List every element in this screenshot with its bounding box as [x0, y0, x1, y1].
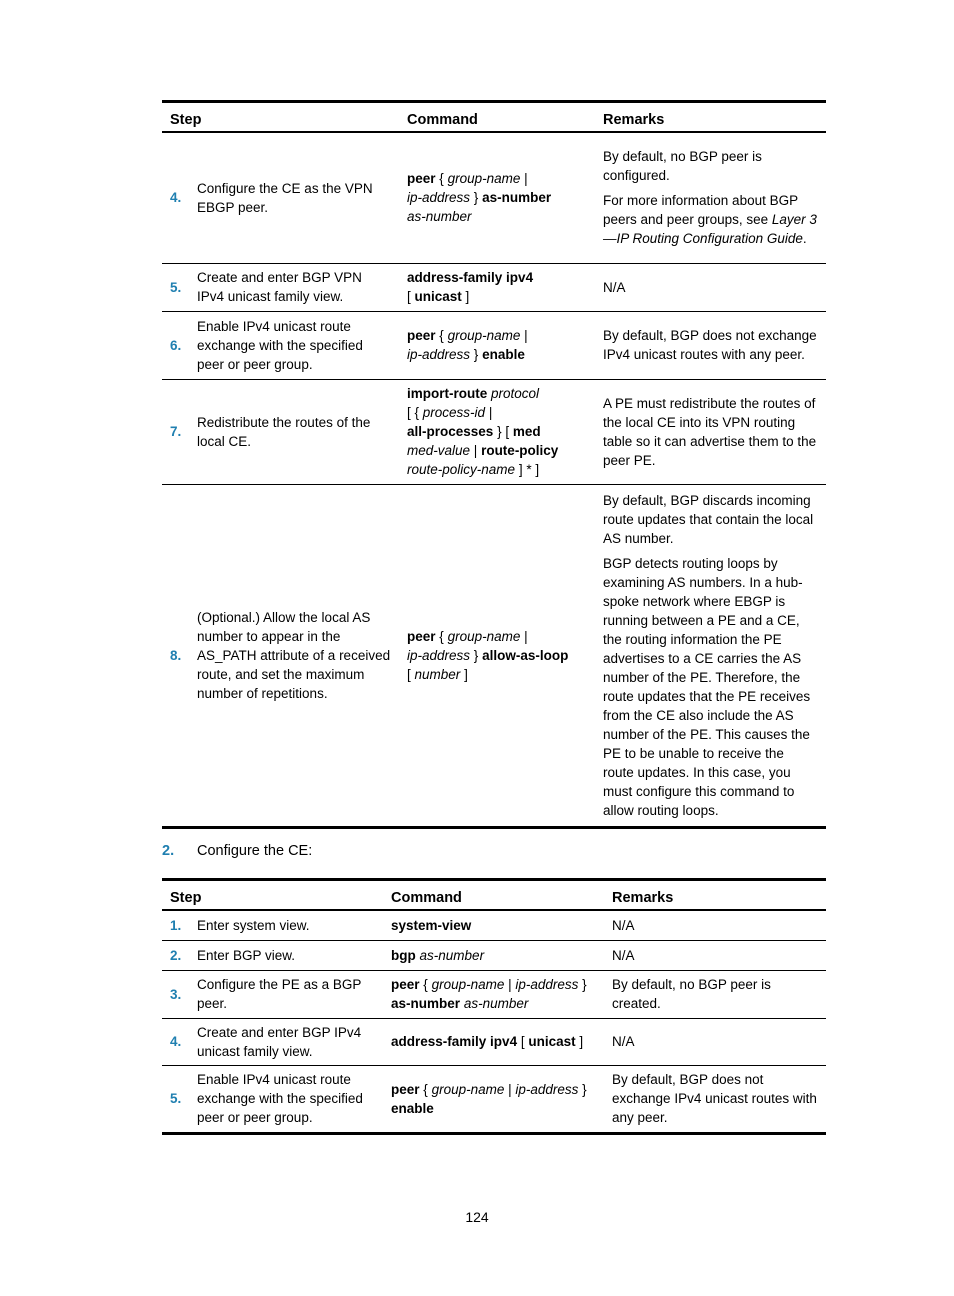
- step-number: 1.: [162, 910, 195, 940]
- cmd-punct: {: [435, 328, 448, 343]
- bgp-ce-config-table: [162, 878, 826, 1135]
- cmd-keyword: peer: [407, 628, 436, 644]
- cmd-punct: }: [470, 347, 483, 362]
- subheading-text: Configure the CE:: [197, 843, 313, 859]
- cmd-punct: |: [470, 443, 482, 458]
- command-cell: [399, 132, 595, 263]
- cmd-punct: }: [470, 190, 483, 206]
- cmd-arg: group-name: [447, 628, 521, 644]
- table-row: [162, 910, 826, 940]
- command-cell: [383, 970, 604, 1018]
- remark-text: By default, no BGP peer is configured.: [603, 149, 762, 184]
- cmd-keyword: system-view: [391, 917, 472, 933]
- cmd-keyword: import-route: [407, 386, 488, 401]
- cmd-punct: ]: [460, 666, 468, 682]
- remark-part: .: [802, 231, 807, 247]
- remark-text: [603, 191, 818, 248]
- cmd-punct: {: [435, 628, 448, 644]
- cmd-keyword: as-number: [482, 190, 552, 206]
- cmd-keyword: all-processes: [407, 424, 494, 439]
- table-row: [162, 1018, 826, 1065]
- cmd-punct: {: [435, 171, 448, 187]
- step-number: 8.: [162, 484, 195, 827]
- step-text: Enable IPv4 unicast route exchange with the specified peer or peer group.: [195, 311, 399, 379]
- cmd-punct: ] * ]: [515, 462, 540, 477]
- remark-text: By default, BGP discards incoming route updates that contain the local AS number.: [603, 492, 814, 546]
- command-cell: [383, 1018, 604, 1065]
- table-row: [162, 132, 826, 263]
- cmd-keyword: bgp: [391, 947, 416, 963]
- subheading-number: 2.: [162, 843, 175, 859]
- step-text: Redistribute the routes of the local CE.: [195, 379, 399, 484]
- command-cell: [399, 311, 595, 379]
- cmd-keyword: unicast: [528, 1034, 576, 1049]
- table-row: [162, 940, 826, 970]
- cmd-punct: ]: [461, 289, 470, 304]
- cmd-punct: |: [504, 977, 516, 992]
- table-row: [162, 970, 826, 1018]
- cmd-keyword: route-policy: [481, 443, 559, 458]
- cmd-keyword: address-family ipv4: [407, 270, 534, 285]
- cmd-keyword: enable: [482, 347, 525, 362]
- cmd-arg: ip-address: [407, 190, 471, 206]
- header-command: Command: [399, 102, 595, 133]
- cmd-arg: group-name: [431, 977, 505, 992]
- cmd-punct: }: [470, 647, 483, 663]
- cmd-arg: ip-address: [407, 347, 471, 362]
- cmd-keyword: enable: [391, 1100, 434, 1116]
- command-cell: [383, 910, 604, 940]
- cmd-keyword: peer: [391, 977, 420, 992]
- table-header-row: [162, 102, 826, 133]
- command-cell: [399, 263, 595, 311]
- remarks-cell: [595, 132, 826, 263]
- cmd-keyword: address-family ipv4: [391, 1034, 518, 1049]
- cmd-keyword: peer: [407, 328, 436, 343]
- step-text: (Optional.) Allow the local AS number to appear in the AS_PATH attribute of a received route, and set the maximum number of repetitions.: [195, 484, 399, 827]
- cmd-punct: [ {: [407, 405, 423, 420]
- command-cell: [383, 1065, 604, 1133]
- step-text: Enter system view.: [195, 910, 383, 940]
- cmd-arg: as-number: [407, 209, 472, 225]
- cmd-punct: } [: [493, 424, 513, 439]
- cmd-arg: ip-address: [515, 977, 579, 992]
- cmd-punct: {: [419, 977, 432, 992]
- table-row: [162, 1065, 826, 1133]
- cmd-arg: number: [414, 666, 461, 682]
- table-row: [162, 311, 826, 379]
- cmd-arg: group-name: [447, 328, 521, 343]
- step-number: 5.: [162, 1065, 195, 1133]
- remarks-cell: [595, 484, 826, 827]
- cmd-punct: }: [578, 1081, 587, 1097]
- table-header-row: [162, 880, 826, 911]
- remarks-cell: By default, BGP does not exchange IPv4 unicast routes with any peer.: [595, 311, 826, 379]
- header-step: Step: [162, 880, 383, 911]
- cmd-keyword: allow-as-loop: [482, 647, 569, 663]
- step-number: 7.: [162, 379, 195, 484]
- cmd-keyword: unicast: [414, 289, 462, 304]
- cmd-punct: ]: [575, 1034, 584, 1049]
- step-number: 4.: [162, 132, 195, 263]
- remark-text: BGP detects routing loops by examining AS numbers. In a hub-spoke network where EBGP is running between a PE and a CE, the routing information the PE advertises to a CE carries the AS number of the PE. Therefore, the route updates that the PE receives from the CE also include the AS number of the PE. This causes the PE to be unable to receive the route updates. In this case, you must configure this command to allow routing loops.: [603, 555, 811, 818]
- step-number: 2.: [162, 940, 195, 970]
- step-text: Configure the CE as the VPN EBGP peer.: [195, 132, 399, 263]
- remarks-cell: A PE must redistribute the routes of the local CE into its VPN routing table so it can advertise them to the peer PE.: [595, 379, 826, 484]
- cmd-arg: protocol: [491, 386, 540, 401]
- step-text: Enter BGP view.: [195, 940, 383, 970]
- cmd-arg: process-id: [422, 405, 486, 420]
- command-cell: [399, 379, 595, 484]
- cmd-punct: |: [520, 171, 528, 187]
- step-number: 4.: [162, 1018, 195, 1065]
- cmd-arg: group-name: [447, 171, 521, 187]
- cmd-punct: {: [419, 1081, 432, 1097]
- cmd-keyword: med: [512, 424, 541, 439]
- cmd-arg: as-number: [419, 947, 485, 963]
- cmd-punct: }: [578, 977, 587, 992]
- table-row: [162, 379, 826, 484]
- remarks-cell: By default, BGP does not exchange IPv4 unicast routes with any peer.: [604, 1065, 826, 1133]
- cmd-punct: [: [517, 1034, 529, 1049]
- cmd-punct: |: [504, 1081, 516, 1097]
- command-cell: [399, 484, 595, 827]
- cmd-arg: ip-address: [407, 647, 471, 663]
- step-number: 3.: [162, 970, 195, 1018]
- step-number: 5.: [162, 263, 195, 311]
- guide-reference: Layer 3—IP Routing Configuration Guide: [603, 212, 817, 247]
- step-text: Enable IPv4 unicast route exchange with the specified peer or peer group.: [195, 1065, 383, 1133]
- step-number: 6.: [162, 311, 195, 379]
- cmd-punct: [: [407, 666, 415, 682]
- command-cell: [383, 940, 604, 970]
- header-command: Command: [383, 880, 604, 911]
- remarks-cell: N/A: [595, 263, 826, 311]
- cmd-arg: group-name: [431, 1081, 505, 1097]
- remarks-cell: N/A: [604, 910, 826, 940]
- cmd-keyword: peer: [407, 171, 436, 187]
- bgp-pe-config-table: [162, 100, 826, 829]
- cmd-arg: route-policy-name: [407, 462, 516, 477]
- step-text: Create and enter BGP IPv4 unicast family view.: [195, 1018, 383, 1065]
- remark-part: For more information about BGP peers and peer groups, see: [603, 193, 798, 228]
- cmd-punct: [: [407, 289, 415, 304]
- page-number: 124: [465, 1209, 489, 1225]
- cmd-punct: |: [520, 328, 528, 343]
- header-step: Step: [162, 102, 399, 133]
- cmd-punct: |: [520, 628, 528, 644]
- cmd-keyword: peer: [391, 1081, 420, 1097]
- cmd-keyword: as-number: [391, 996, 461, 1011]
- table-row: [162, 484, 826, 827]
- cmd-punct: |: [485, 405, 493, 420]
- remarks-cell: N/A: [604, 1018, 826, 1065]
- header-remarks: Remarks: [604, 880, 826, 911]
- header-remarks: Remarks: [595, 102, 826, 133]
- cmd-arg: ip-address: [515, 1081, 579, 1097]
- cmd-arg: as-number: [463, 996, 529, 1011]
- remarks-cell: By default, no BGP peer is created.: [604, 970, 826, 1018]
- table-row: [162, 263, 826, 311]
- step-text: Configure the PE as a BGP peer.: [195, 970, 383, 1018]
- remarks-cell: N/A: [604, 940, 826, 970]
- cmd-arg: med-value: [407, 443, 471, 458]
- subheading: [162, 842, 312, 861]
- step-text: Create and enter BGP VPN IPv4 unicast family view.: [195, 263, 399, 311]
